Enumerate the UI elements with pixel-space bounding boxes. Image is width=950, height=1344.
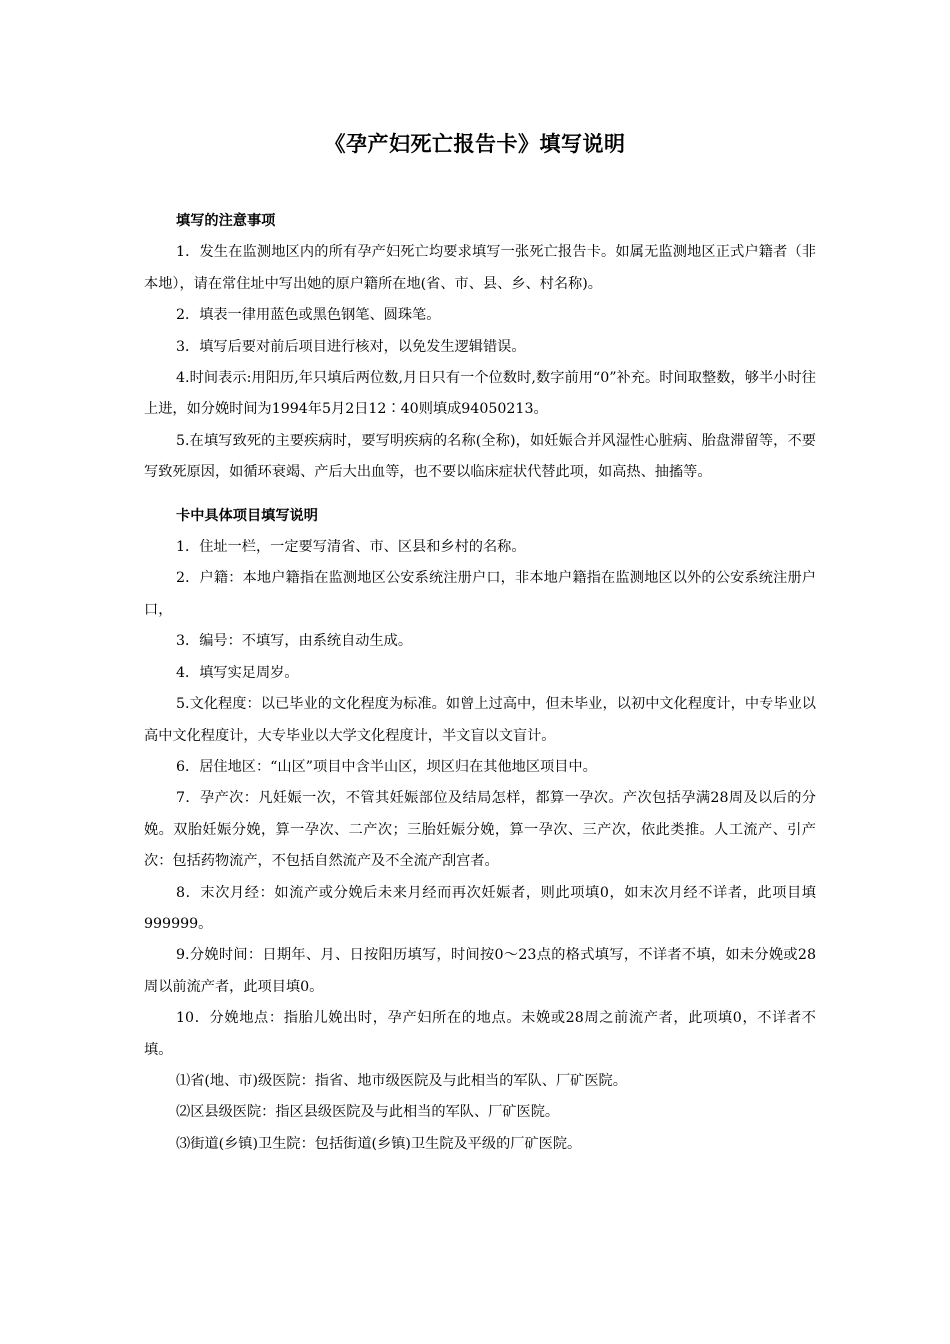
paragraph: 8．末次月经：如流产或分娩后未来月经而再次妊娠者，则此项填0，如末次月经不详者，此项目填999999。 xyxy=(144,884,816,932)
paragraph: 6．居住地区：“山区”项目中含半山区，坝区归在其他地区项目中。 xyxy=(176,758,597,775)
paragraph: 2．填表一律用蓝色或黑色钢笔、圆珠笔。 xyxy=(176,307,441,324)
paragraph: 1．发生在监测地区内的所有孕产妇死亡均要求填写一张死亡报告卡。如属无监测地区正式户籍者（非本地），请在常住址中写出她的原户籍所在地(省、市、县、乡、村名称)。 xyxy=(144,244,816,292)
document-body xyxy=(144,206,816,1160)
list-item: ⑶街道(乡镇)卫生院：包括街道(乡镇)卫生院及平级的厂矿医院。 xyxy=(176,1135,582,1152)
list-item: ⑴省(地、市)级医院：指省、地市级医院及与此相当的军队、厂矿医院。 xyxy=(176,1072,627,1089)
paragraph: 3．填写后要对前后项目进行核对，以免发生逻辑错误。 xyxy=(176,338,526,355)
paragraph: 5.文化程度：以已毕业的文化程度为标准。如曾上过高中，但未毕业，以初中文化程度计，中专毕业以高中文化程度计，大专毕业以大学文化程度计，半文盲以文盲计。 xyxy=(144,696,816,744)
list-item: ⑵区县级医院：指区县级医院及与此相当的军队、厂矿医院。 xyxy=(176,1104,560,1121)
paragraph: 9.分娩时间：日期年、月、日按阳历填写，时间按0～23点的格式填写，不详者不填，如未分娩或28周以前流产者，此项目填0。 xyxy=(144,947,816,995)
paragraph: 5.在填写致死的主要疾病时，要写明疾病的名称(全称)，如妊娠合并风湿性心脏病、胎盘滞留等，不要写致死原因，如循环衰竭、产后大出血等，也不要以临床症状代替此项，如高热、抽搐等。 xyxy=(144,432,816,481)
section-heading-notes: 填写的注意事项 xyxy=(176,213,276,229)
section-heading-items: 卡中具体项目填写说明 xyxy=(176,507,318,524)
paragraph: 4．填写实足周岁。 xyxy=(176,664,299,681)
paragraph: 1．住址一栏，一定要写清省、市、区县和乡村的名称。 xyxy=(176,539,526,556)
paragraph: 10．分娩地点：指胎儿娩出时，孕产妇所在的地点。未娩或28周之前流产者，此项填0，不详者不填。 xyxy=(144,1010,816,1058)
paragraph: 7．孕产次：凡妊娠一次，不管其妊娠部位及结局怎样，都算一孕次。产次包括孕满28周及以后的分娩。双胎妊娠分娩，算一孕次、二产次；三胎妊娠分娩，算一孕次、三产次，依此类推。人工流产、引产次：包括药物流产，不包括自然流产及不全流产刮宫者。 xyxy=(144,790,816,870)
paragraph: 3．编号：不填写，由系统自动生成。 xyxy=(176,633,413,650)
paragraph: 2．户籍：本地户籍指在监测地区公安系统注册户口，非本地户籍指在监测地区以外的公安系统注册户口， xyxy=(144,570,816,618)
document-title: 《孕产妇死亡报告卡》填写说明 xyxy=(324,132,626,156)
paragraph: 4.时间表示:用阳历,年只填后两位数,月日只有一个位数时,数字前用“0”补充。时间取整数，够半小时往上进，如分娩时间为1994年5月2日12∶40则填成94050213。 xyxy=(144,370,816,418)
